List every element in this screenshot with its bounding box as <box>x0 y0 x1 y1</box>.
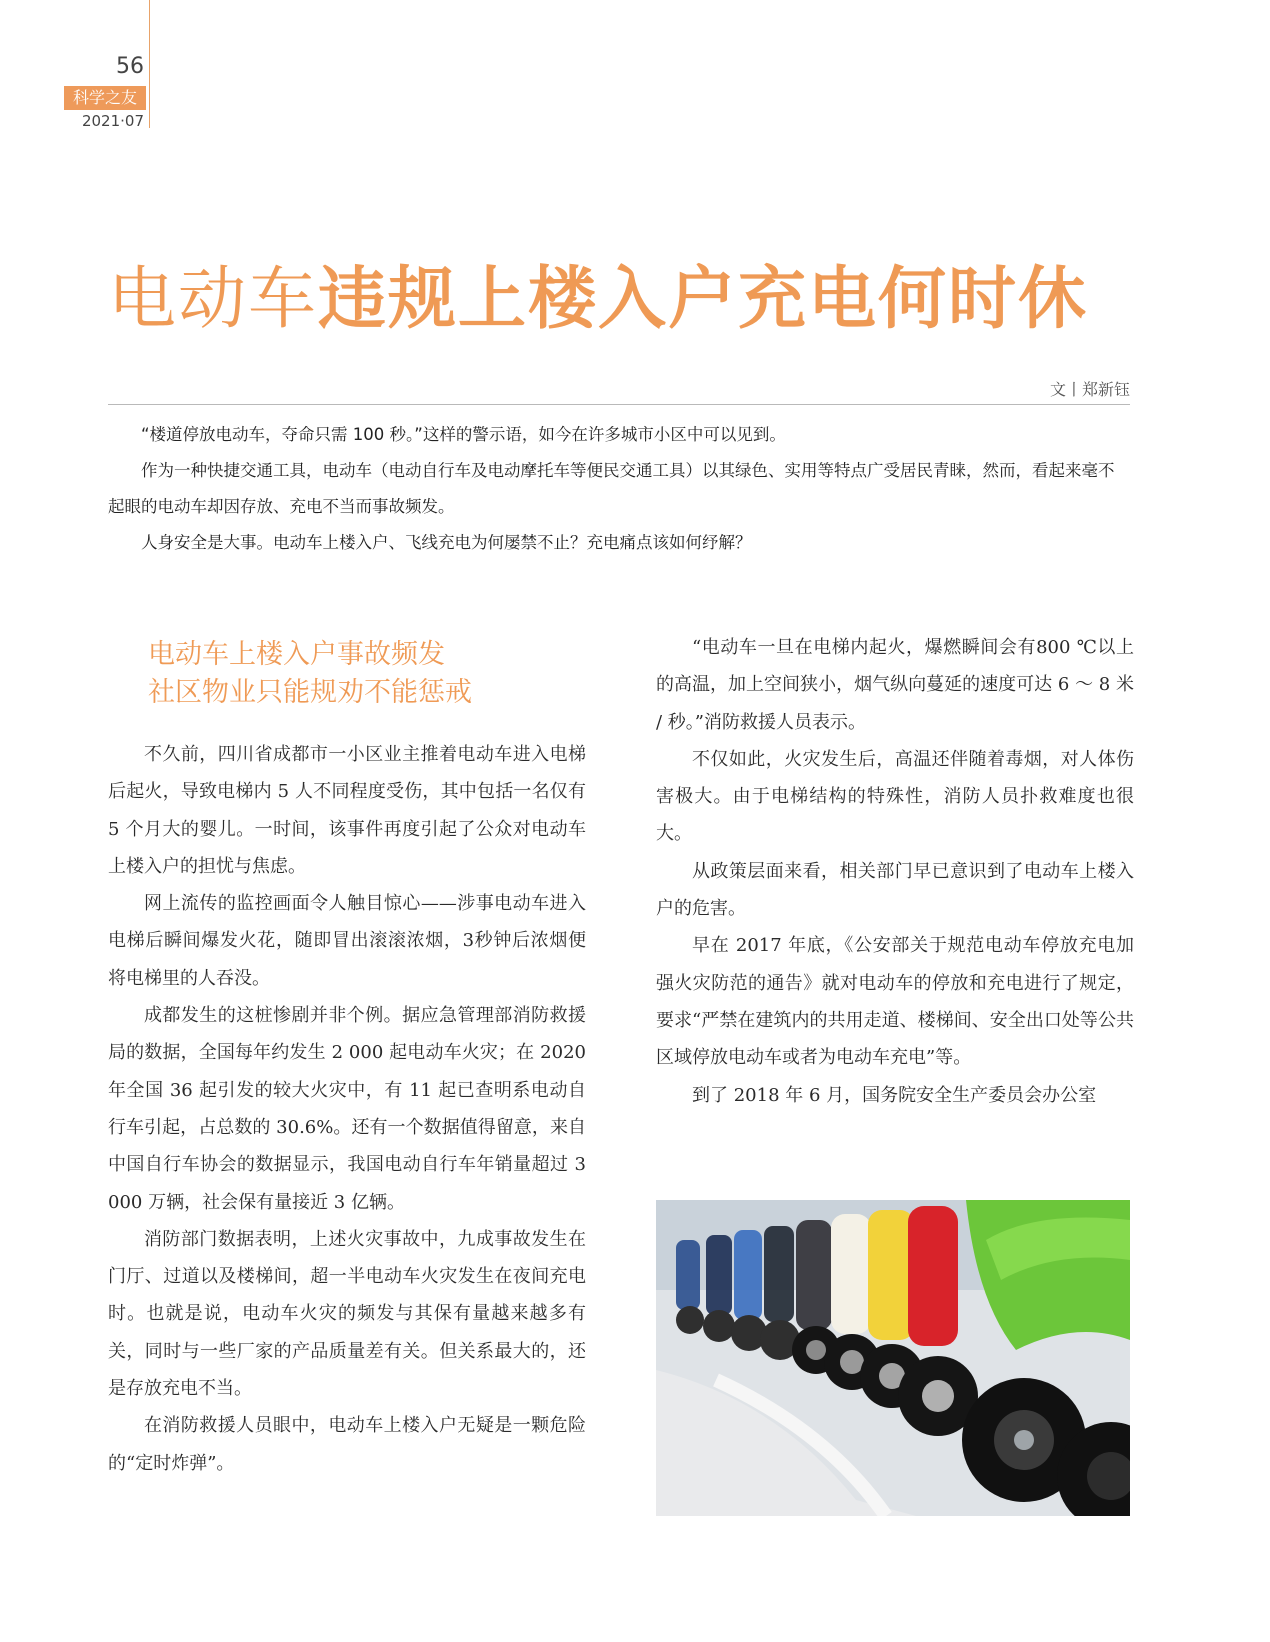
intro <box>108 417 1130 561</box>
intro-paragraph: 作为一种快捷交通工具，电动车（电动自行车及电动摩托车等便民交通工具）以其绿色、实用等特点广受居民青睐，然而，看起来毫不起眼的电动车却因存放、充电不当而事故频发。 <box>108 461 1115 516</box>
header-divider <box>149 0 150 128</box>
byline: 文丨郑新钰 <box>1049 380 1130 399</box>
page-number: 56 <box>116 54 144 79</box>
title-part-bold: 违规上楼入户充电何时休 <box>318 260 1089 339</box>
intro-paragraph: “楼道停放电动车，夺命只需 100 秒。”这样的警示语，如今在许多城市小区中可以见到。 <box>141 425 786 444</box>
intro-paragraph: 人身安全是大事。电动车上楼入户、飞线充电为何屡禁不止？充电痛点该如何纾解？ <box>141 533 752 552</box>
body-paragraph: “电动车一旦在电梯内起火，爆燃瞬间会有800 ℃以上的高温，加上空间狭小，烟气纵向蔓延的速度可达 6 ～ 8 米 / 秒。”消防救援人员表示。 <box>656 637 1134 733</box>
magazine-name: 科学之友 <box>64 86 146 110</box>
issue-date: 2021·07 <box>81 112 144 130</box>
body-paragraph: 到了 2018 年 6 月，国务院安全生产委员会办公室 <box>692 1084 1097 1106</box>
scooter-photo <box>656 1200 1130 1516</box>
subheading-line: 电动车上楼入户事故频发 <box>148 639 445 670</box>
body-paragraph: 成都发生的这桩惨剧并非个例。据应急管理部消防救援局的数据，全国每年约发生 2 000 起电动车火灾；在 2020 年全国 36 起引发的较大火灾中，有 11 起已查明系电动自行车引起，占总数的 30.6%。还有一个数据值得留意，来自中国自行车协会的数据显示，我国电动自行车年销量超过 3 000 万辆，社会保有量接近 3 亿辆。 <box>108 1005 586 1213</box>
body-paragraph: 早在 2017 年底，《公安部关于规范电动车停放充电加强火灾防范的通告》就对电动车的停放和充电进行了规定，要求“严禁在建筑内的共用走道、楼梯间、安全出口处等公共区域停放电动车或者为电动车充电”等。 <box>656 935 1134 1069</box>
left-column <box>108 636 586 1482</box>
body-paragraph: 不仅如此，火灾发生后，高温还伴随着毒烟，对人体伤害极大。由于电梯结构的特殊性，消防人员扑救难度也很大。 <box>656 748 1134 845</box>
article-title <box>108 258 1088 342</box>
title-divider <box>108 404 1130 405</box>
section-subheading <box>148 636 586 712</box>
body-paragraph: 网上流传的监控画面令人触目惊心——涉事电动车进入电梯后瞬间爆发火花，随即冒出滚滚浓烟，3秒钟后浓烟便将电梯里的人吞没。 <box>108 893 586 989</box>
body-paragraph: 在消防救援人员眼中，电动车上楼入户无疑是一颗危险的“定时炸弹”。 <box>108 1415 586 1474</box>
title-part-light: 电动车 <box>108 260 319 339</box>
right-column <box>656 629 1134 1114</box>
body-paragraph: 不久前，四川省成都市一小区业主推着电动车进入电梯后起火，导致电梯内 5 人不同程度受伤，其中包括一名仅有 5 个月大的婴儿。一时间，该事件再度引起了公众对电动车上楼入户的担忧与焦虑。 <box>108 744 586 877</box>
body-paragraph: 从政策层面来看，相关部门早已意识到了电动车上楼入户的危害。 <box>656 860 1134 920</box>
body-paragraph: 消防部门数据表明，上述火灾事故中，九成事故发生在门厅、过道以及楼梯间，超一半电动车火灾发生在夜间充电时。也就是说，电动车火灾的频发与其保有量越来越多有关，同时与一些厂家的产品质量差有关。但关系最大的，还是存放充电不当。 <box>108 1228 586 1400</box>
subheading-line: 社区物业只能规劝不能惩戒 <box>148 677 472 708</box>
